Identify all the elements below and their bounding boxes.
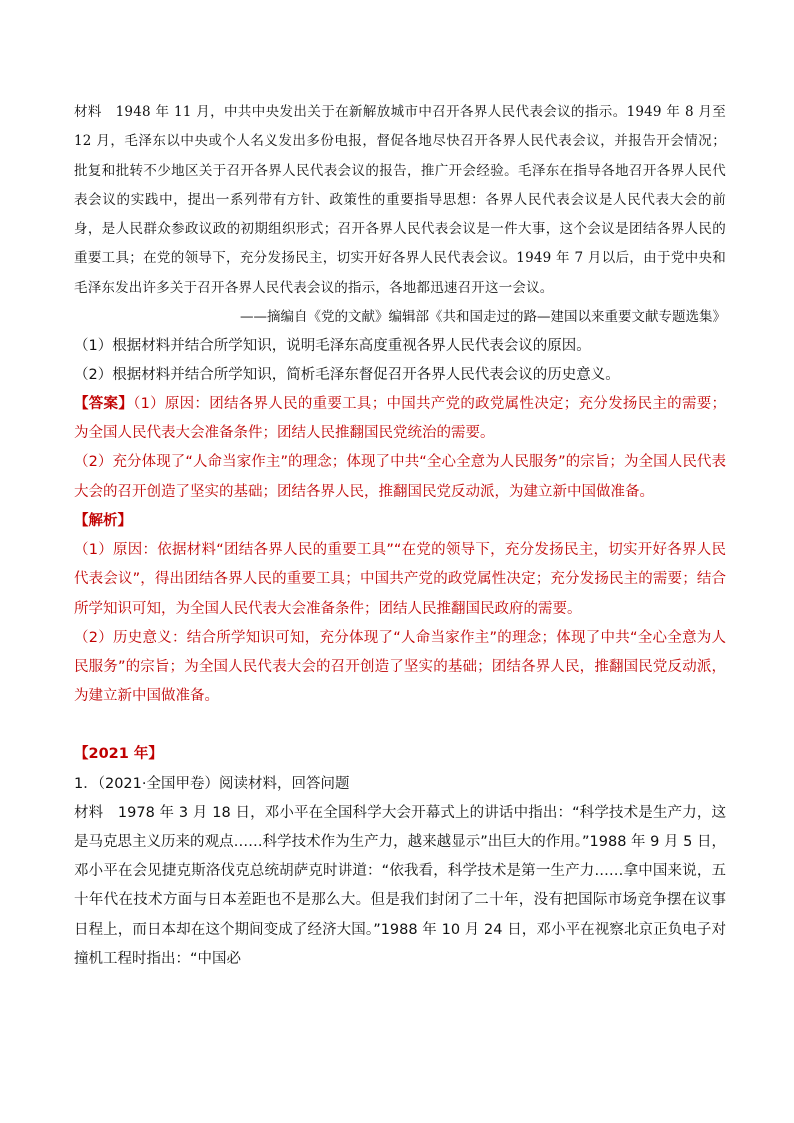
answer-part-1: 【答案】（1）原因：团结各界人民的重要工具；中国共产党的政党属性决定；充分发扬民主的需要；为全国人民代表大会准备条件；团结人民推翻国民党统治的需要。: [74, 396, 726, 442]
question-1: （1）根据材料并结合所学知识，说明毛泽东高度重视各界人民代表会议的原因。: [74, 338, 591, 355]
analysis-heading: 【解析】: [74, 512, 132, 529]
material-paragraph: 材料 1948 年 11 月，中共中央发出关于在新解放城市中召开各界人民代表会议的指示。1949 年 8 月至 12 月，毛泽东以中央或个人名义发出多份电报，督促各地尽快召开各界人民代表会议，并报告开会情况；批复和批转不少地区关于召开各界人民代表会议的报告，推广开会经验。毛泽东在指导各地召开各界人民代表会议的实践中，提出一系列带有方针、政策性的重要指导思想：各界人民代表会议是人民代表大会的前身，是人民群众参政议政的初期组织形式；召开各界人民代表会议是一件大事，这个会议是团结各界人民的重要工具；在党的领导下，充分发扬民主，切实开好各界人民代表会议。1949 年 7 月以后，由于党中央和毛泽东发出许多关于召开各界人民代表会议的指示，各地都迅速召开这一会议。: [74, 104, 726, 296]
analysis-part-2: （2）历史意义：结合所学知识可知，充分体现了“人命当家作主”的理念；体现了中共“全心全意为人民服务”的宗旨；为全国人民代表大会的召开创造了坚实的基础；团结各界人民，推翻国民党反动派，为建立新中国做准备。: [74, 629, 726, 705]
question-2: （2）根据材料并结合所学知识，简析毛泽东督促召开各界人民代表会议的历史意义。: [74, 367, 620, 384]
analysis-part-1: （1）原因：依据材料“团结各界人民的重要工具”“在党的领导下，充分发扬民主，切实开好各界人民代表会议”，得出团结各界人民的重要工具；中国共产党的政党属性决定；充分发扬民主的需要；结合所学知识可知，为全国人民代表大会准备条件；团结人民推翻国民政府的需要。: [74, 542, 726, 617]
material-source: ——摘编自《党的文献》编辑部《共和国走过的路—建国以来重要文献专题选集》: [240, 309, 726, 326]
question-2021-material: 材料 1978 年 3 月 18 日，邓小平在全国科学大会开幕式上的讲话中指出：“科学技术是生产力，这是马克思主义历来的观点……科学技术作为生产力，越来越显示”出巨大的作用。”1988 年 9 月 5 日，邓小平在会见捷克斯洛伐克总统胡萨克时讲道：“依我看，科学技术是第一生产力……拿中国来说，五十年代在技术方面与日本差距也不是那么大。但是我们封闭了二十年，没有把国际市场竞争摆在议事日程上，而日本却在这个期间变成了经济大国。”1988 年 10 月 24 日，邓小平在视察北京正负电子对撞机工程时指出：“中国必: [74, 804, 726, 967]
document-page: [74, 98, 726, 974]
year-heading: 【2021 年】: [74, 746, 163, 763]
answer-part-2: （2）充分体现了“人命当家作主”的理念；体现了中共“全心全意为人民服务”的宗旨；为全国人民代表大会的召开创造了坚实的基础；团结各界人民，推翻国民党反动派，为建立新中国做准备。: [74, 454, 726, 500]
question-2021-stem: 1．（2021·全国甲卷）阅读材料，回答问题: [74, 775, 350, 792]
answer-label: 【答案】: [74, 396, 134, 413]
